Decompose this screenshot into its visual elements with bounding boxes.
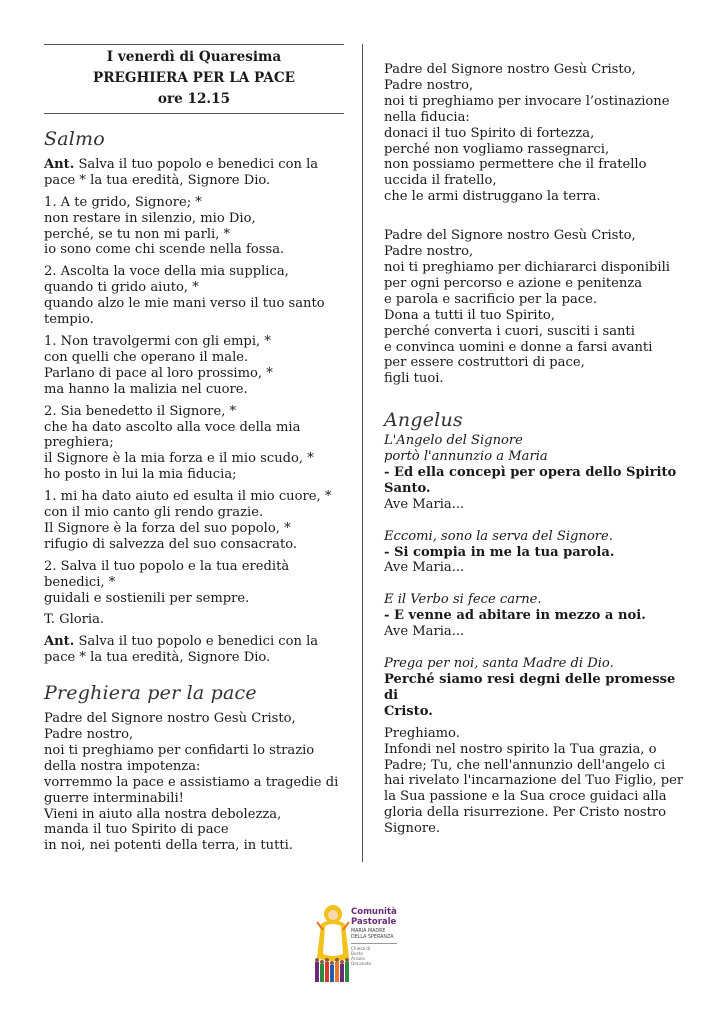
prayer-paragraph-2: Padre del Signore nostro Gesù Cristo, Padre nostro, noi ti preghiamo per invocare l’ostinazione nella fiducia: donaci il tuo Spirito di fortezza, perché non vogliamo rassegnarci, non possiamo permettere che il fratello uccida il fratello, che le armi distruggano la terra. [384, 62, 670, 205]
angelus-final: Prega per noi, santa Madre di Dio. Perché siamo resi degni delle promesse di Cristo. [384, 656, 676, 719]
header-line-3: ore 12.15 [157, 91, 231, 107]
psalm-gloria: T. Gloria. [44, 612, 105, 628]
madonna-figure-icon [315, 902, 351, 986]
psalm-stanza: 1. Non travolgermi con gli empi, * con quelli che operano il male. Parlano di pace al loro prossimo, * ma hanno la malizia nel cuore. [44, 333, 273, 397]
psalm-stanza: 2. Salva il tuo popolo e la tua eredità benedici, * guidali e sostienili per sempre. [44, 558, 290, 606]
angelus-block-3: E il Verbo si fece carne. - E venne ad abitare in mezzo a noi. Ave Maria... [384, 592, 646, 640]
angelus-block-2: Eccomi, sono la serva del Signore. - Si compia in me la tua parola. Ave Maria... [384, 528, 615, 576]
section-title-angelus: Angelus [384, 409, 463, 432]
psalm-stanza: 2. Ascolta la voce della mia supplica, quando ti grido aiuto, * quando alzo le mie mani verso il tuo santo tempio. [44, 264, 325, 328]
section-title-preghiera: Preghiera per la pace [44, 682, 257, 705]
right-column [384, 62, 684, 837]
antiphon-1: Ant. Salva il tuo popolo e benedici con la pace * la tua eredità, Signore Dio. [44, 156, 319, 188]
header-line-2: PREGHIERA PER LA PACE [92, 70, 296, 86]
column-divider [362, 44, 363, 862]
page-header [44, 44, 344, 114]
angelus-oremus: Preghiamo. Infondi nel nostro spirito la Tua grazia, o Padre; Tu, che nell'annunzio dell'angelo ci hai rivelato l'incarnazione del Tuo Figlio, per la Sua passione e la Sua croce guidaci alla gloria della risurrezione. Per Cristo nostro Signore. [384, 725, 684, 837]
psalm-stanza: 1. A te grido, Signore; * non restare in silenzio, mio Dio, perché, se tu non mi parli, * io sono come chi scende nella fossa. [44, 194, 285, 258]
community-logo [315, 902, 415, 986]
header-line-1: I venerdì di Quaresima [106, 49, 282, 65]
angelus-block-1: L'Angelo del Signore portò l'annunzio a Maria - Ed ella concepì per opera dello Spirito Santo. Ave Maria... [384, 433, 677, 512]
prayer-paragraph-3: Padre del Signore nostro Gesù Cristo, Padre nostro, noi ti preghiamo per dichiararci disponibili per ogni percorso e azione e penitenza e parola e sacrificio per la pace. Dona a tutti il tuo Spirito, perché converta i cuori, susciti i santi e convinca uomini e donne a farsi avanti per essere costruttori di pace, figli tuoi. [384, 228, 670, 387]
logo-text: Comunità Pastorale MARIA MADRE DELLA SPERANZA Chiesa di Busto Arsizio Decanato [351, 907, 397, 966]
section-title-salmo: Salmo [44, 128, 105, 150]
prayer-paragraph-1: Padre del Signore nostro Gesù Cristo, Padre nostro, noi ti preghiamo per confidarti lo strazio della nostra impotenza: vorremmo la pace e assistiamo a tragedie di guerre interminabili! Vieni in aiuto alla nostra debolezza, manda il tuo Spirito di pace in noi, nei potenti della terra, in tutti. [44, 711, 339, 854]
psalm-stanza: 2. Sia benedetto il Signore, * che ha dato ascolto alla voce della mia preghiera; il Signore è la mia forza e il mio scudo, * ho posto in lui la mia fiducia; [44, 403, 314, 483]
left-column [44, 44, 344, 854]
psalm-stanza: 1. mi ha dato aiuto ed esulta il mio cuore, * con il mio canto gli rendo grazie. Il Signore è la forza del suo popolo, * rifugio di salvezza del suo consacrato. [44, 489, 332, 552]
antiphon-2: Ant. Salva il tuo popolo e benedici con la pace * la tua eredità, Signore Dio. [44, 634, 319, 666]
